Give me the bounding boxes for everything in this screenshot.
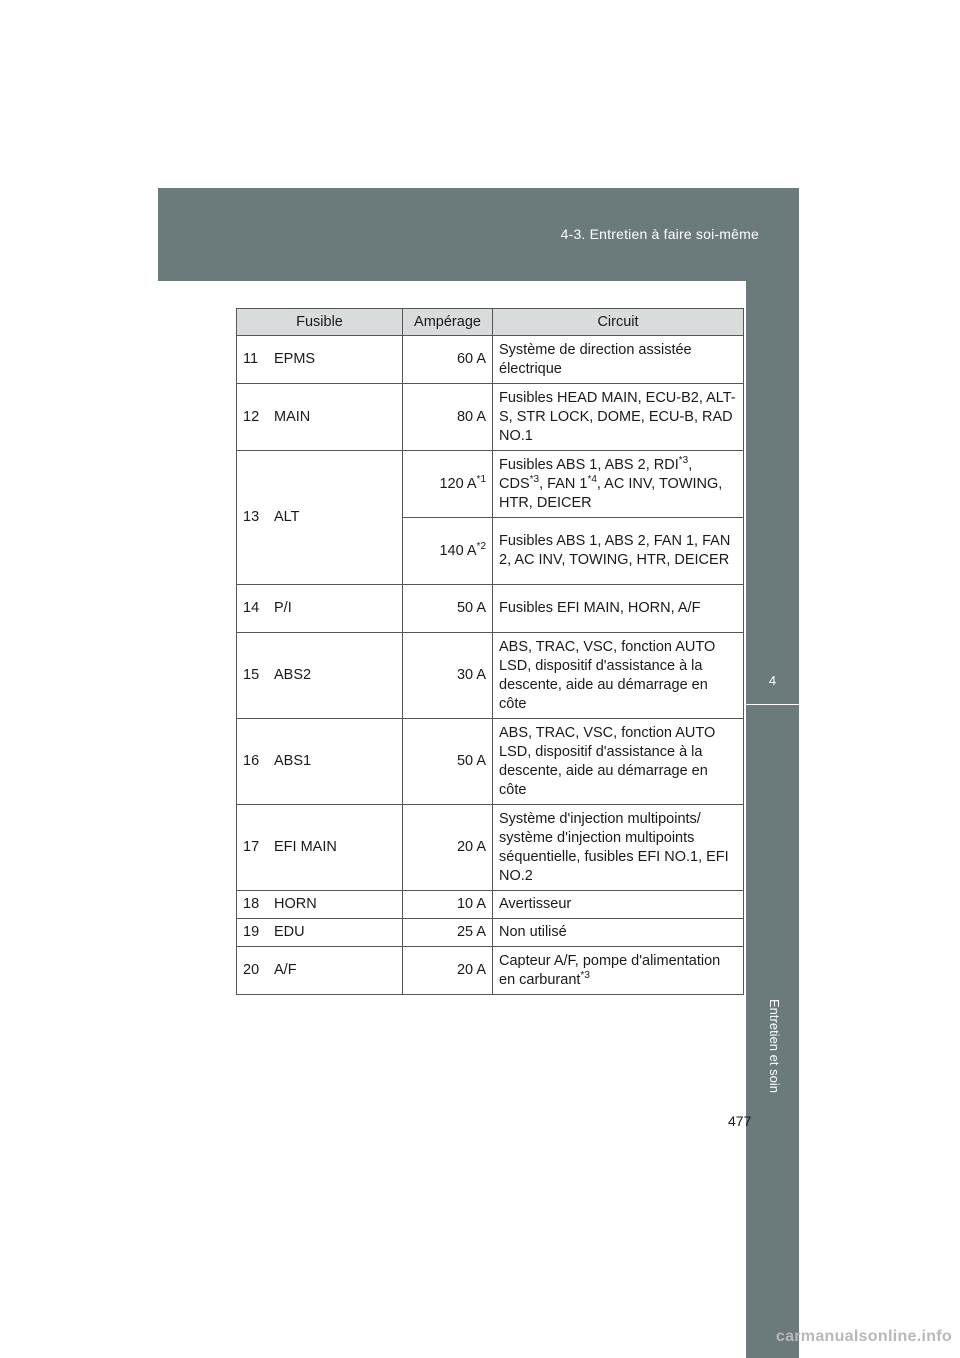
table-row [237, 719, 744, 805]
fuse-amperage: 50 A [403, 585, 493, 633]
fuse-amperage [403, 518, 493, 585]
section-title: 4-3. Entretien à faire soi-même [560, 226, 759, 242]
table-row [237, 633, 744, 719]
fuse-name: A/F [268, 947, 403, 995]
header-fuse: Fusible [237, 309, 403, 336]
table-row [237, 451, 744, 518]
fuse-number: 17 [237, 805, 269, 891]
fuse-circuit [493, 451, 744, 518]
table-row [237, 919, 744, 947]
fuse-amperage: 25 A [403, 919, 493, 947]
footnote-ref: *4 [587, 473, 597, 485]
fuse-amperage: 60 A [403, 336, 493, 384]
fuse-number: 12 [237, 384, 269, 451]
chapter-number-box [746, 281, 799, 705]
circuit-text: Fusibles ABS 1, ABS 2, RDI [499, 456, 679, 473]
table-row [237, 585, 744, 633]
fuse-name: EFI MAIN [268, 805, 403, 891]
fuse-number: 18 [237, 891, 269, 919]
watermark-link[interactable]: carmanualsonline.info [775, 1328, 952, 1345]
footnote-ref: *2 [476, 540, 486, 552]
fuse-name: ABS2 [268, 633, 403, 719]
table-header-row [237, 309, 744, 336]
fuse-name: P/I [268, 585, 403, 633]
table-row [237, 891, 744, 919]
table-row [237, 947, 744, 995]
fuse-circuit: Fusibles EFI MAIN, HORN, A/F [493, 585, 744, 633]
circuit-text: Capteur A/F, pompe d'alimentation en carburant [499, 952, 721, 988]
fuse-number: 15 [237, 633, 269, 719]
circuit-text: , AC INV, TOWING, HTR, DEICER [499, 475, 723, 511]
fuse-name: ALT [268, 451, 403, 585]
fuse-name: MAIN [268, 384, 403, 451]
circuit-text: , CDS [499, 456, 693, 492]
fuse-amperage: 20 A [403, 947, 493, 995]
footnote-ref: *1 [476, 473, 486, 485]
table-row [237, 336, 744, 384]
table-row [237, 384, 744, 451]
fuse-table [236, 308, 744, 995]
fuse-amperage: 50 A [403, 719, 493, 805]
fuse-name: EDU [268, 919, 403, 947]
fuse-circuit: Fusibles HEAD MAIN, ECU-B2, ALT-S, STR LOCK, DOME, ECU-B, RAD NO.1 [493, 384, 744, 451]
fuse-number: 16 [237, 719, 269, 805]
table-row [237, 805, 744, 891]
chapter-title: Entretien et soin [767, 999, 782, 1093]
fuse-circuit: Non utilisé [493, 919, 744, 947]
fuse-circuit: ABS, TRAC, VSC, fonction AUTO LSD, dispositif d'assistance à la descente, aide au démarrage en côte [493, 633, 744, 719]
fuse-amperage: 10 A [403, 891, 493, 919]
amperage-value: 140 A [439, 542, 477, 559]
footnote-ref: *3 [678, 454, 689, 466]
fuse-circuit: ABS, TRAC, VSC, fonction AUTO LSD, dispositif d'assistance à la descente, aide au démarrage en côte [493, 719, 744, 805]
page-number: 477 [728, 1113, 752, 1129]
fuse-amperage: 80 A [403, 384, 493, 451]
fuse-name: EPMS [268, 336, 403, 384]
fuse-name: ABS1 [268, 719, 403, 805]
fuse-circuit: Avertisseur [493, 891, 744, 919]
fuse-number: 13 [237, 451, 269, 585]
fuse-number: 20 [237, 947, 269, 995]
fuse-number: 14 [237, 585, 269, 633]
footnote-ref: *3 [529, 473, 540, 485]
header-bar [158, 188, 799, 281]
fuse-circuit: Système d'injection multipoints/ système d'injection multipoints séquentielle, fusibles EFI NO.1, EFI NO.2 [493, 805, 744, 891]
circuit-text: , FAN 1 [539, 475, 588, 492]
fuse-amperage [403, 451, 493, 518]
fuse-circuit: Fusibles ABS 1, ABS 2, FAN 1, FAN 2, AC INV, TOWING, HTR, DEICER [493, 518, 744, 585]
fuse-amperage: 30 A [403, 633, 493, 719]
fuse-name: HORN [268, 891, 403, 919]
fuse-circuit: Système de direction assistée électrique [493, 336, 744, 384]
chapter-side-tab [746, 281, 799, 1358]
header-circuit: Circuit [493, 309, 744, 336]
fuse-number: 11 [237, 336, 269, 384]
fuse-number: 19 [237, 919, 269, 947]
amperage-value: 120 A [439, 475, 477, 492]
chapter-number: 4 [768, 673, 777, 688]
footnote-ref: *3 [580, 969, 590, 981]
header-amperage: Ampérage [403, 309, 493, 336]
fuse-circuit [493, 947, 744, 995]
fuse-amperage: 20 A [403, 805, 493, 891]
